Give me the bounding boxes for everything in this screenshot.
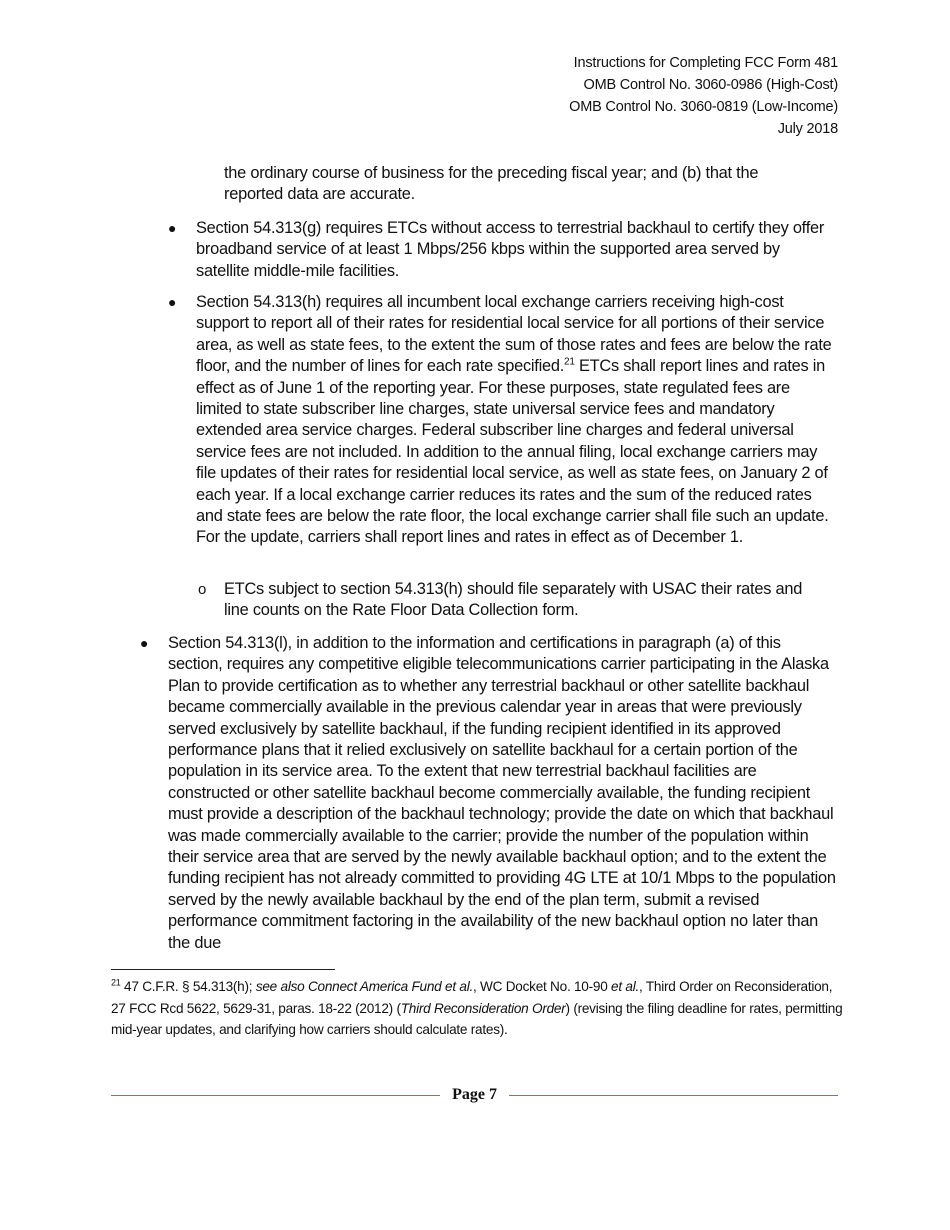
section-54-313-h-part2: ETCs shall report lines and rates in effect as of June 1 of the reporting year. For these purposes, state regulated fees are limited to state subscriber line charges, state universal service fees and mandatory extended area service charges. Federal subscriber line charges and federal universal service fees are not included. In addition to the annual filing, local exchange carriers may file updates of their rates for residential local service, as well as state fees, on January 2 of each year. If a local exchange carrier reduces its rates and the sum of the reduced rates and state fees are below the rate floor, the local exchange carrier shall file such an update. For the update, carriers shall report lines and rates in effect as of December 1. bbox=[196, 357, 829, 547]
page-footer bbox=[111, 1084, 838, 1106]
section-54-313-l-text: Section 54.313(l), in addition to the information and certifications in paragraph (a) of this section, requires any competitive eligible telecommunications carrier participating in the Alaska Plan to provide certification as to whether any terrestrial backhaul or other satellite backhaul became commercially available in the previous calendar year in areas that were previously served exclusively by satellite backhaul, if the funding recipient identified in its approved performance plans that it relied exclusively on satellite backhaul for a certain portion of the population in its service area. To the extent that new terrestrial backhaul facilities are constructed or other satellite backhaul become commercially available, the funding recipient must provide a description of the backhaul technology; provide the date on which that backhaul was made commercially available to the carrier; provide the number of the population within their service area that are served by the newly available backhaul option; and to the extent the funding recipient has not already committed to providing 4G LTE at 10/1 Mbps to the population served by the newly available backhaul by the end of the plan term, submit a revised performance commitment factoring in the availability of the new backhaul option no later than the due bbox=[168, 634, 836, 952]
section-54-313-h-subitem-text: ETCs subject to section 54.313(h) should file separately with USAC their rates and line counts on the Rate Floor Data Collection form. bbox=[224, 580, 803, 620]
footnote-21 bbox=[111, 976, 846, 1041]
footnote-italic-case-name: see also Connect America Fund et al. bbox=[255, 979, 473, 994]
footnote-reference: 21 bbox=[564, 356, 575, 368]
continuation-paragraph: the ordinary course of business for the preceding fiscal year; and (b) that the reported data are accurate. bbox=[224, 164, 759, 204]
page-number: Page 7 bbox=[452, 1086, 497, 1103]
section-54-313-h-text bbox=[196, 292, 836, 549]
footnote-text-4: ) (revising the filing deadline for rates, permitting mid-year updates, and clarifying how carriers should calculate rates). bbox=[111, 1000, 843, 1037]
bullet-dot-icon: ● bbox=[140, 635, 149, 651]
footnote-text-1: 47 C.F.R. § 54.313(h); bbox=[120, 979, 256, 994]
sub-bullet-marker: o bbox=[198, 581, 207, 598]
footnote-text-3: , Third Order on Reconsideration, 27 FCC Rcd 5622, 5629-31, paras. 18-22 (2012) ( bbox=[111, 979, 833, 1016]
footnote-italic-order-name: Third Reconsideration Order bbox=[400, 1000, 566, 1016]
footer-rule-right bbox=[509, 1095, 838, 1096]
section-54-313-g-text: Section 54.313(g) requires ETCs without access to terrestrial backhaul to certify they offer broadband service of at least 1 Mbps/256 kbps within the supported area served by satellite middle-mile facilities. bbox=[196, 219, 825, 280]
header-omb-high-cost: OMB Control No. 3060-0986 (High-Cost) bbox=[583, 77, 838, 93]
footer-rule-left bbox=[111, 1095, 440, 1096]
header-omb-low-income: OMB Control No. 3060-0819 (Low-Income) bbox=[569, 99, 838, 115]
header-date: July 2018 bbox=[777, 121, 838, 137]
header-form-title: Instructions for Completing FCC Form 481 bbox=[573, 55, 838, 71]
footnote-number: 21 bbox=[111, 977, 121, 988]
section-54-313-h-part1: Section 54.313(h) requires all incumbent local exchange carriers receiving high-cost support to report all of their rates for residential local service for all portions of their service area, as well as state fees, to the extent the sum of those rates and fees are below the rate floor, and the number of lines for each rate specified. bbox=[196, 293, 832, 376]
bullet-dot-icon: ● bbox=[168, 220, 177, 236]
document-header bbox=[569, 52, 838, 140]
bullet-dot-icon: ● bbox=[168, 294, 177, 310]
footnote-italic-et-al: et al. bbox=[611, 979, 640, 994]
footnote-separator bbox=[111, 969, 335, 970]
footnote-text-2: , WC Docket No. 10-90 bbox=[473, 979, 612, 994]
